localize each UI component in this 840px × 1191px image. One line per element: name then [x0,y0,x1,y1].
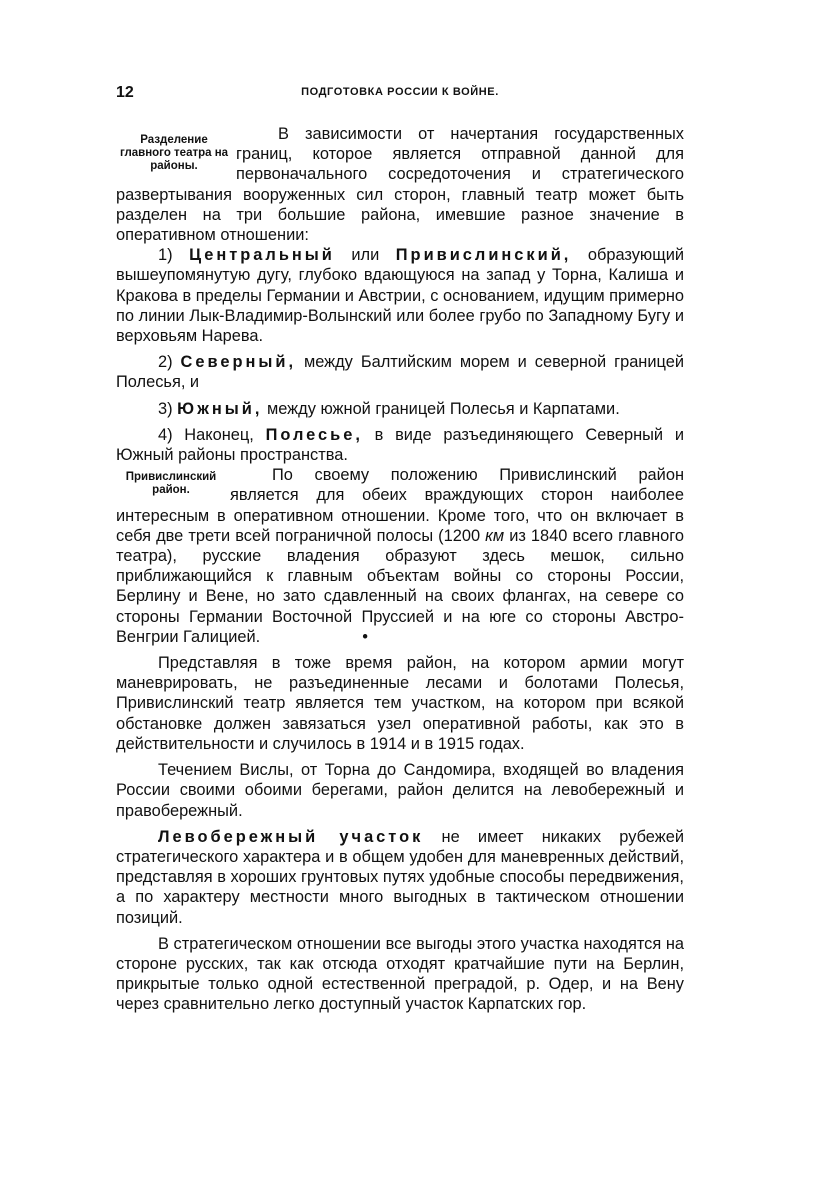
paragraph-text: По своему положению Привислинский район является для обеих враждующих сторон наиболее интересным в оперативном отношении. Кроме того, что он включает в себя две трети всей пограничной полосы (1200 [116,466,684,545]
paragraph-text: между южной границей Полесья и Карпатами. [266,399,620,418]
paragraph-southern-region [116,399,684,419]
paragraph-text: образующий вышеупомянутую дугу, глубоко вдающуюся на запад у Торна, Калиша и Кракова в пределы Германии и Австрии, с основанием, идущим примерно по линии Лык-Владимир-Волынский или более грубо по Западному Бугу и верховьям Нарева. [116,246,685,346]
main-text [116,124,684,1015]
paragraph-northern-region [116,352,684,392]
running-title: ПОДГОТОВКА РОССИИ К ВОЙНЕ. [301,86,499,98]
paragraph-text: не имеет никаких рубежей стратегического характера и в общем удобен для маневренных действий, представляя в хороших грунтовых путях удобные способы передвижения, а по характеру местности много выгодных в тактическом отношении позиций. [116,827,684,927]
item-number: 1) [158,246,173,265]
term-vistula: Привислинский, [395,246,572,265]
paragraph-central-region [116,245,684,346]
paragraph-polesie [116,425,684,465]
paragraph-strategic: В стратегическом отношении все выгоды этого участка находятся на стороне русских, так как отсюда отходят кратчайшие пути на Берлин, прикрытые только одной естественной преградой, р. Одер, и на Вену через сравнительно легко доступный участок Карпатских гор. [116,934,684,1014]
term-central: Центральный [189,246,335,265]
term-polesie: Полесье, [265,425,363,444]
unit-km: км [485,526,505,545]
paragraph-intro: В зависимости от начертания государственных границ, которое является отправной данной для первоначального сосредоточения и стратегического развертывания вооруженных сил сторон, главный театр может быть разделен на три большие района, имевшие разное значение в оперативном отношении: [116,125,684,245]
sidenote-division: Разделение главного театра на районы. [119,134,229,172]
page-number: 12 [116,84,134,101]
page-header [116,84,684,104]
paragraph-maneuver: Представляя в тоже время район, на котором армии могут маневрировать, не разъединенные лесами и болотами Полесья, Привислинский театр является тем участком, на котором при всякой обстановке должен завязаться узел оперативной работы, как это в действительности и случилось в 1914 и в 1915 годах. [116,654,684,753]
paragraph-text: между Балтийским морем и северной границей Полесья, и [116,353,684,392]
paragraph-text-cont: из 1840 всего главного театра), русские владения образуют здесь мешок, сильно приближающийся к главным объектам войны со стороны России, Берлину и Вене, но зато сдавленный на своих флангах, на севере со стороны Германии Восточной Пруссией и на юге со стороны Австро-Венгрии Галицией. [116,526,684,646]
item-number: 2) [158,353,173,372]
term-left-bank: Левобережный участок [158,827,424,846]
stray-dot: • [362,627,368,646]
item-number: 3) [158,399,173,418]
term-southern: Южный, [177,399,263,418]
term-northern: Северный, [180,353,296,372]
sidenote-vistula-region: Привислинский район. [125,471,217,497]
paragraph-left-bank [116,827,684,928]
conjunction: или [351,246,380,265]
paragraph-text: в виде разъединяющего Северный и Южный районы пространства. [116,425,684,465]
paragraph-lead: 4) Наконец, [158,425,254,444]
paragraph-vistula-river: Течением Вислы, от Торна до Сандомира, входящей во владения России своими обоими берегами, район делится на левобережный и правобережный. [116,761,684,820]
